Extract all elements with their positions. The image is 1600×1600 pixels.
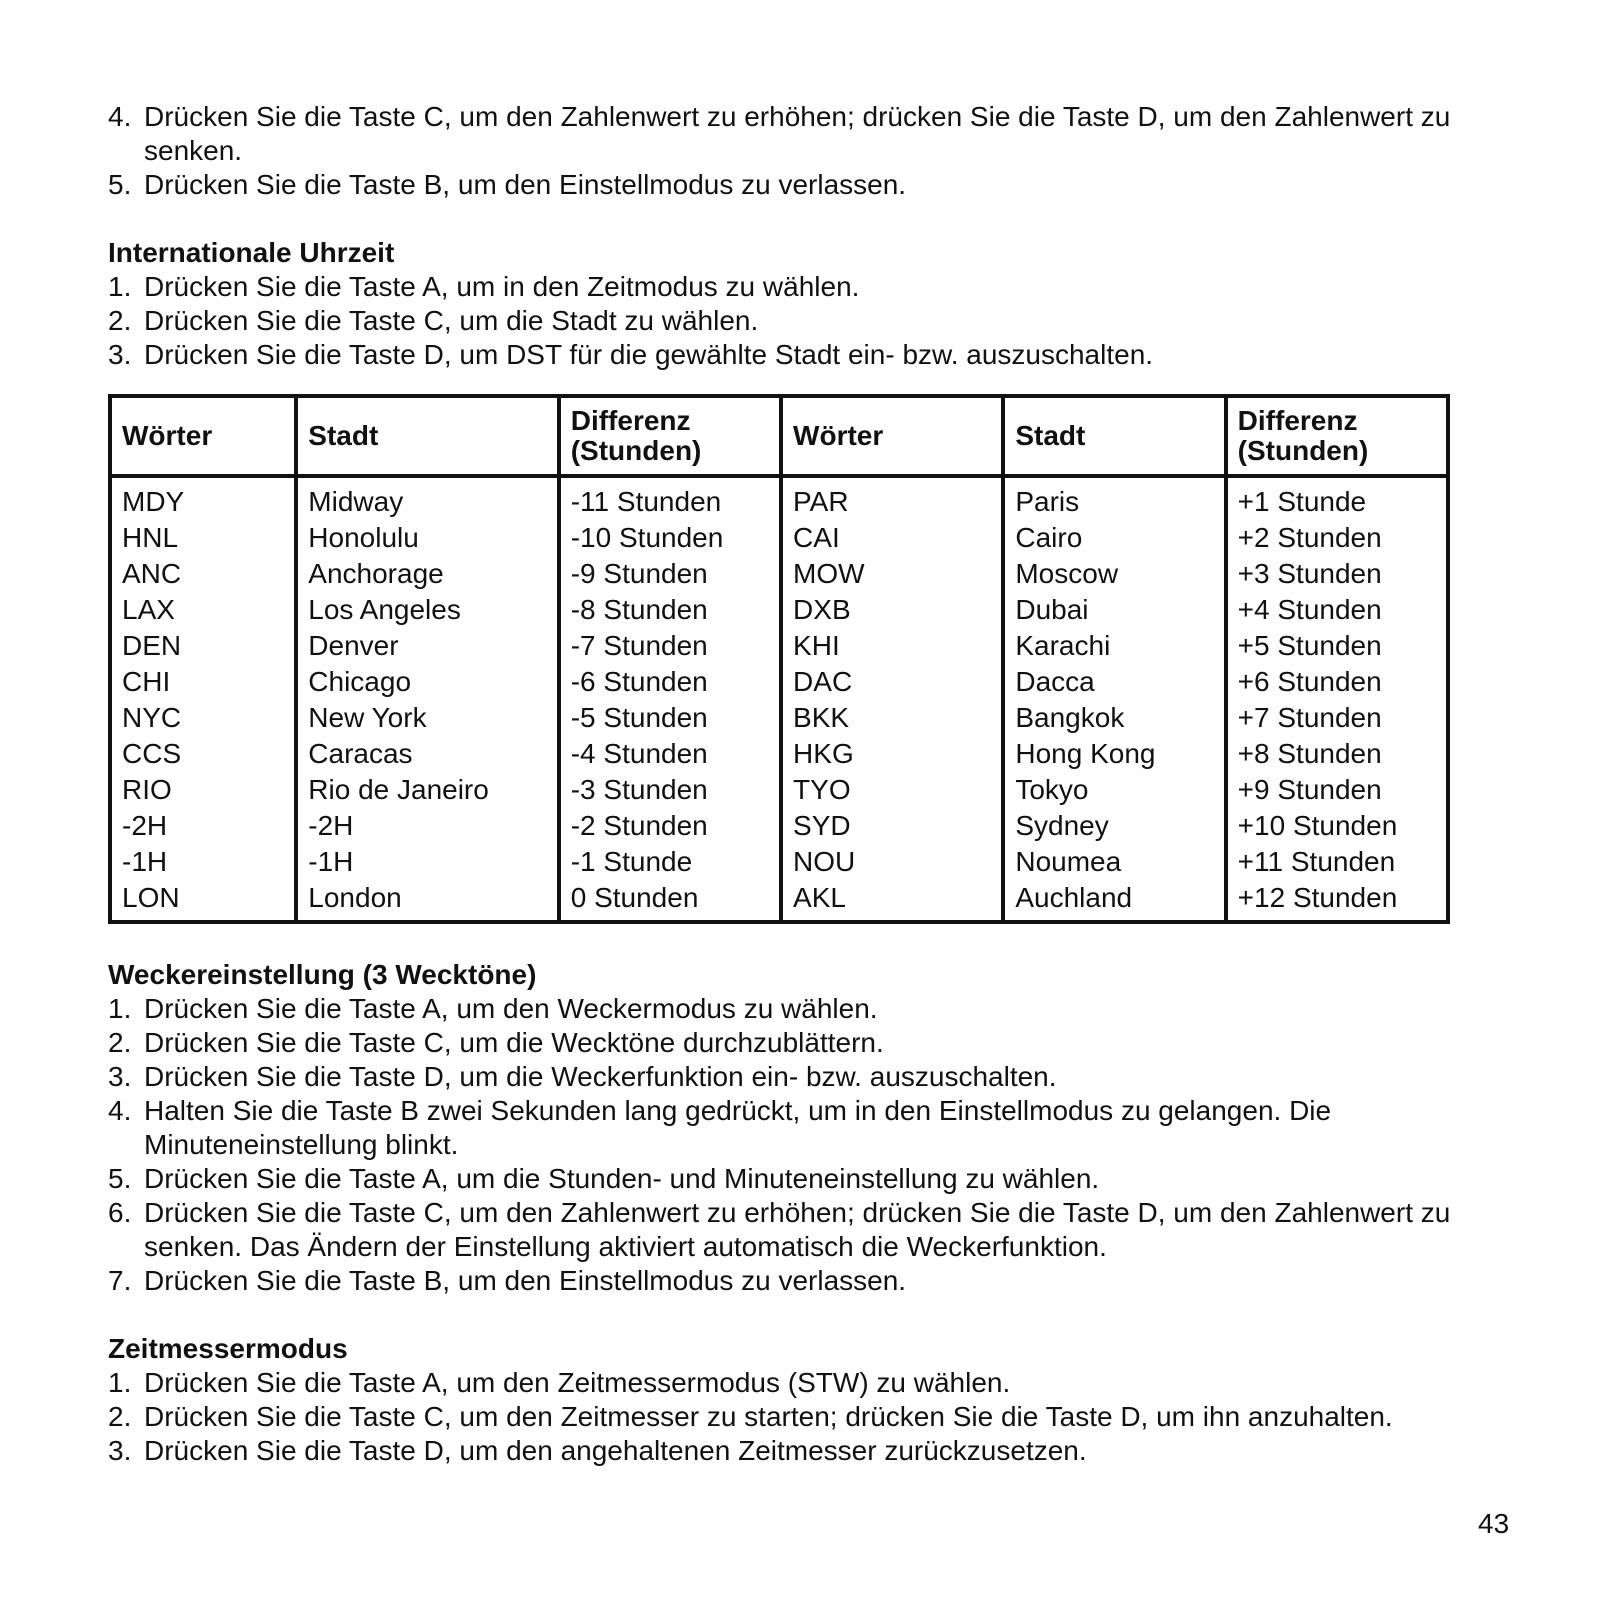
time-offset: +11 Stunden <box>1226 844 1448 880</box>
step-text: Drücken Sie die Taste A, um den Zeitmessermodus (STW) zu wählen. <box>144 1367 1011 1398</box>
time-offset: -1 Stunde <box>559 844 781 880</box>
step-number: 1. <box>108 1367 132 1398</box>
city-code: HNL <box>110 520 296 556</box>
city-name: London <box>296 880 558 922</box>
step-text: Drücken Sie die Taste A, um die Stunden- und Minuteneinstellung zu wählen. <box>144 1163 1100 1194</box>
city-name: Anchorage <box>296 556 558 592</box>
city-name: Bangkok <box>1003 700 1225 736</box>
city-name: Honolulu <box>296 520 558 556</box>
time-offset: -11 Stunden <box>559 476 781 520</box>
time-offset: +7 Stunden <box>1226 700 1448 736</box>
time-offset: -6 Stunden <box>559 664 781 700</box>
time-offset: -9 Stunden <box>559 556 781 592</box>
city-code: -1H <box>110 844 296 880</box>
table-row <box>110 736 1448 772</box>
list-item <box>108 1366 1508 1400</box>
alarm-heading: Weckereinstellung (3 Wecktöne) <box>108 959 537 990</box>
city-name: Moscow <box>1003 556 1225 592</box>
time-offset: -5 Stunden <box>559 700 781 736</box>
intro-steps <box>108 100 1508 202</box>
time-offset: -7 Stunden <box>559 628 781 664</box>
table-row <box>110 592 1448 628</box>
city-code: LON <box>110 880 296 922</box>
city-code: CHI <box>110 664 296 700</box>
city-name: Chicago <box>296 664 558 700</box>
page-number: 43 <box>1478 1508 1510 1539</box>
time-offset: +12 Stunden <box>1226 880 1448 922</box>
stopwatch-steps <box>108 1366 1508 1468</box>
table-row <box>110 700 1448 736</box>
time-offset: +1 Stunde <box>1226 476 1448 520</box>
city-name: -2H <box>296 808 558 844</box>
city-code: TYO <box>781 772 1003 808</box>
step-number: 2. <box>108 305 132 336</box>
city-code: DXB <box>781 592 1003 628</box>
table-row <box>110 844 1448 880</box>
list-item <box>108 1264 1508 1298</box>
city-name: Denver <box>296 628 558 664</box>
list-item <box>108 338 1508 372</box>
city-name: Dacca <box>1003 664 1225 700</box>
city-name: Hong Kong <box>1003 736 1225 772</box>
city-code: CAI <box>781 520 1003 556</box>
step-number: 1. <box>108 993 132 1024</box>
step-number: 1. <box>108 271 132 302</box>
city-name: Caracas <box>296 736 558 772</box>
city-code: BKK <box>781 700 1003 736</box>
list-item <box>108 1162 1508 1196</box>
international-time-heading: Internationale Uhrzeit <box>108 237 395 268</box>
alarm-steps <box>108 992 1508 1298</box>
city-name: Karachi <box>1003 628 1225 664</box>
city-code: PAR <box>781 476 1003 520</box>
step-text: Drücken Sie die Taste C, um den Zahlenwert zu erhöhen; drücken Sie die Taste D, um den Zahlenwert zu senken. <box>144 101 1451 166</box>
table-row <box>110 880 1448 922</box>
header-city: Stadt <box>1003 396 1225 476</box>
step-text: Drücken Sie die Taste B, um den Einstellmodus zu verlassen. <box>144 169 907 200</box>
table-row <box>110 628 1448 664</box>
step-number: 7. <box>108 1265 132 1296</box>
list-item <box>108 1094 1508 1162</box>
step-text: Drücken Sie die Taste D, um den angehaltenen Zeitmesser zurückzusetzen. <box>144 1435 1087 1466</box>
step-number: 5. <box>108 1163 132 1194</box>
step-number: 2. <box>108 1027 132 1058</box>
table-row <box>110 520 1448 556</box>
step-number: 6. <box>108 1197 132 1228</box>
city-name: Noumea <box>1003 844 1225 880</box>
city-name: New York <box>296 700 558 736</box>
time-offset: +5 Stunden <box>1226 628 1448 664</box>
step-number: 3. <box>108 1061 132 1092</box>
table-body <box>110 476 1448 922</box>
city-code: KHI <box>781 628 1003 664</box>
list-item <box>108 1434 1508 1468</box>
city-name: Sydney <box>1003 808 1225 844</box>
list-item <box>108 168 1508 202</box>
step-text: Drücken Sie die Taste C, um den Zahlenwert zu erhöhen; drücken Sie die Taste D, um den Zahlenwert zu senken. Das Ändern der Einstellung aktiviert automatisch die Weckerfunktion. <box>144 1197 1451 1262</box>
time-offset: +10 Stunden <box>1226 808 1448 844</box>
header-offset: Differenz (Stunden) <box>1226 396 1448 476</box>
header-city: Stadt <box>296 396 558 476</box>
city-code: -2H <box>110 808 296 844</box>
city-code: HKG <box>781 736 1003 772</box>
city-code: NYC <box>110 700 296 736</box>
time-offset: -10 Stunden <box>559 520 781 556</box>
city-code: SYD <box>781 808 1003 844</box>
table-row <box>110 664 1448 700</box>
time-offset: -2 Stunden <box>559 808 781 844</box>
step-number: 5. <box>108 169 132 200</box>
header-code: Wörter <box>781 396 1003 476</box>
step-number: 4. <box>108 1095 132 1126</box>
step-text: Drücken Sie die Taste D, um DST für die gewählte Stadt ein- bzw. auszuschalten. <box>144 339 1154 370</box>
step-text: Drücken Sie die Taste B, um den Einstellmodus zu verlassen. <box>144 1265 907 1296</box>
table-header-row <box>110 396 1448 476</box>
list-item <box>108 1196 1508 1264</box>
step-number: 3. <box>108 1435 132 1466</box>
step-number: 4. <box>108 101 132 132</box>
step-text: Drücken Sie die Taste C, um den Zeitmesser zu starten; drücken Sie die Taste D, um ihn anzuhalten. <box>144 1401 1393 1432</box>
list-item <box>108 304 1508 338</box>
table-row <box>110 808 1448 844</box>
list-item <box>108 1400 1508 1434</box>
international-time-steps <box>108 270 1508 372</box>
step-number: 2. <box>108 1401 132 1432</box>
world-time-table <box>108 394 1450 924</box>
stopwatch-heading: Zeitmessermodus <box>108 1333 348 1364</box>
time-offset: +9 Stunden <box>1226 772 1448 808</box>
city-name: Los Angeles <box>296 592 558 628</box>
manual-page <box>108 100 1508 1468</box>
city-code: MOW <box>781 556 1003 592</box>
list-item <box>108 992 1508 1026</box>
city-code: RIO <box>110 772 296 808</box>
city-name: Rio de Janeiro <box>296 772 558 808</box>
city-name: Paris <box>1003 476 1225 520</box>
city-name: Auchland <box>1003 880 1225 922</box>
city-name: -1H <box>296 844 558 880</box>
city-name: Cairo <box>1003 520 1225 556</box>
time-offset: -3 Stunden <box>559 772 781 808</box>
step-text: Drücken Sie die Taste C, um die Stadt zu wählen. <box>144 305 759 336</box>
table-row <box>110 772 1448 808</box>
table-row <box>110 556 1448 592</box>
list-item <box>108 100 1508 168</box>
time-offset: +2 Stunden <box>1226 520 1448 556</box>
step-text: Drücken Sie die Taste A, um in den Zeitmodus zu wählen. <box>144 271 860 302</box>
city-name: Tokyo <box>1003 772 1225 808</box>
list-item <box>108 1060 1508 1094</box>
city-code: DAC <box>781 664 1003 700</box>
list-item <box>108 1026 1508 1060</box>
step-text: Drücken Sie die Taste C, um die Wecktöne durchzublättern. <box>144 1027 884 1058</box>
time-offset: -4 Stunden <box>559 736 781 772</box>
header-code: Wörter <box>110 396 296 476</box>
time-offset: +3 Stunden <box>1226 556 1448 592</box>
time-offset: +8 Stunden <box>1226 736 1448 772</box>
city-name: Midway <box>296 476 558 520</box>
city-code: CCS <box>110 736 296 772</box>
city-name: Dubai <box>1003 592 1225 628</box>
city-code: AKL <box>781 880 1003 922</box>
step-text: Halten Sie die Taste B zwei Sekunden lang gedrückt, um in den Einstellmodus zu gelangen. Die Minuteneinstellung blinkt. <box>144 1095 1332 1160</box>
header-offset: Differenz (Stunden) <box>559 396 781 476</box>
step-text: Drücken Sie die Taste A, um den Weckermodus zu wählen. <box>144 993 878 1024</box>
step-text: Drücken Sie die Taste D, um die Weckerfunktion ein- bzw. auszuschalten. <box>144 1061 1057 1092</box>
city-code: NOU <box>781 844 1003 880</box>
city-code: DEN <box>110 628 296 664</box>
list-item <box>108 270 1508 304</box>
time-offset: 0 Stunden <box>559 880 781 922</box>
city-code: MDY <box>110 476 296 520</box>
time-offset: +4 Stunden <box>1226 592 1448 628</box>
time-offset: +6 Stunden <box>1226 664 1448 700</box>
city-code: ANC <box>110 556 296 592</box>
step-number: 3. <box>108 339 132 370</box>
table-row <box>110 476 1448 520</box>
time-offset: -8 Stunden <box>559 592 781 628</box>
city-code: LAX <box>110 592 296 628</box>
